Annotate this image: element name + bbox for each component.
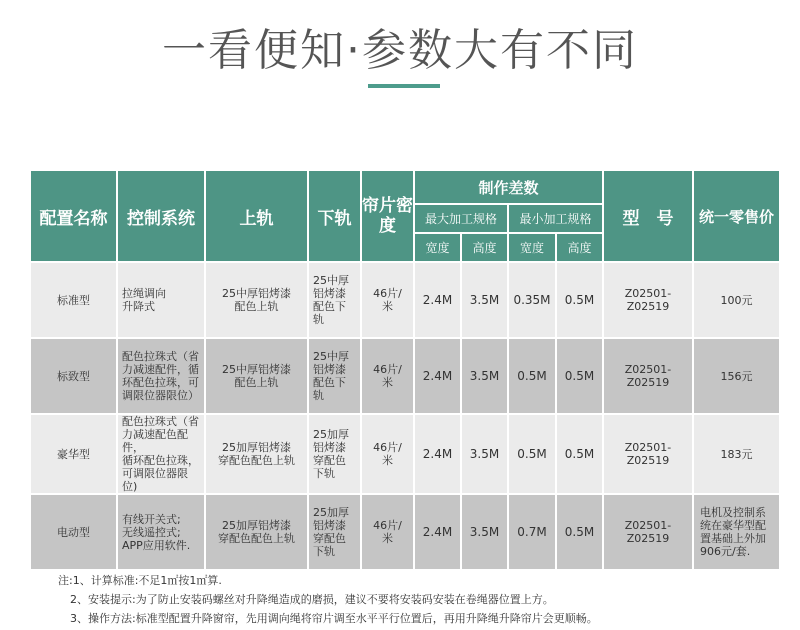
cell-density: 46片/ 米	[362, 263, 413, 337]
header-control-system: 控制系统	[118, 171, 204, 261]
note-1: 注:1、计算标准:不足1㎡按1㎡算.	[58, 574, 222, 587]
table-row	[31, 495, 779, 569]
title-underline	[368, 84, 440, 88]
spec-table	[29, 169, 781, 571]
cell-price: 电机及控制系 统在豪华型配 置基础上外加 906元/套.	[694, 495, 779, 569]
cell-price: 183元	[694, 415, 779, 493]
cell-max-height: 3.5M	[462, 339, 507, 413]
cell-model: Z02501-Z02519	[604, 339, 692, 413]
cell-config-name: 电动型	[31, 495, 116, 569]
cell-config-name: 标致型	[31, 339, 116, 413]
table-row	[31, 415, 779, 493]
cell-max-width: 2.4M	[415, 263, 460, 337]
table-row	[31, 263, 779, 337]
cell-top-rail: 25加厚铝烤漆 穿配色配色上轨	[206, 415, 307, 493]
cell-top-rail: 25加厚铝烤漆 穿配色配色上轨	[206, 495, 307, 569]
header-min-spec: 最小加工规格	[509, 205, 602, 232]
cell-bottom-rail: 25加厚 铝烤漆 穿配色 下轨	[309, 415, 360, 493]
header-bottom-rail: 下轨	[309, 171, 360, 261]
cell-control-system: 配色拉珠式（省 力减速配色配件， 循环配色拉珠， 可调限位器限位)	[118, 415, 204, 493]
cell-min-width: 0.5M	[509, 339, 555, 413]
cell-model: Z02501-Z02519	[604, 263, 692, 337]
header-top-rail: 上轨	[206, 171, 307, 261]
cell-max-width: 2.4M	[415, 495, 460, 569]
cell-bottom-rail: 25中厚 铝烤漆 配色下 轨	[309, 339, 360, 413]
cell-min-height: 0.5M	[557, 263, 602, 337]
header-max-spec: 最大加工规格	[415, 205, 507, 232]
header-config-name: 配置名称	[31, 171, 116, 261]
table-body	[31, 263, 779, 569]
cell-top-rail: 25中厚铝烤漆 配色上轨	[206, 263, 307, 337]
note-3: 3、操作方法:标准型配置升降窗帘，先用调向绳将帘片调至水平平行位置后，再用升降绳升降帘片会更顺畅。	[70, 612, 598, 625]
page-title: 一看便知·参数大有不同	[162, 25, 638, 76]
cell-model: Z02501-Z02519	[604, 495, 692, 569]
cell-price: 100元	[694, 263, 779, 337]
cell-min-width: 0.5M	[509, 415, 555, 493]
cell-density: 46片/ 米	[362, 495, 413, 569]
header-slat-density: 帘片密度	[362, 171, 413, 261]
cell-min-height: 0.5M	[557, 415, 602, 493]
header-min-width: 宽度	[509, 234, 555, 261]
notes	[58, 571, 598, 628]
header-max-height: 高度	[462, 234, 507, 261]
cell-bottom-rail: 25加厚 铝烤漆 穿配色 下轨	[309, 495, 360, 569]
cell-min-height: 0.5M	[557, 339, 602, 413]
cell-model: Z02501-Z02519	[604, 415, 692, 493]
cell-bottom-rail: 25中厚 铝烤漆 配色下 轨	[309, 263, 360, 337]
note-2: 2、安装提示:为了防止安装码螺丝对升降绳造成的磨损，建议不要将安装码安装在卷绳器位置上方。	[70, 593, 554, 606]
cell-density: 46片/ 米	[362, 415, 413, 493]
header-price: 统一零售价	[694, 171, 779, 261]
table-row	[31, 339, 779, 413]
cell-min-height: 0.5M	[557, 495, 602, 569]
cell-control-system: 配色拉珠式（省 力减速配件，循 环配色拉珠，可 调限位器限位）	[118, 339, 204, 413]
header-model: 型 号	[604, 171, 692, 261]
header-min-height: 高度	[557, 234, 602, 261]
cell-density: 46片/ 米	[362, 339, 413, 413]
cell-control-system: 有线开关式; 无线遥控式; APP应用软件.	[118, 495, 204, 569]
cell-min-width: 0.7M	[509, 495, 555, 569]
cell-max-width: 2.4M	[415, 339, 460, 413]
cell-max-height: 3.5M	[462, 263, 507, 337]
cell-price: 156元	[694, 339, 779, 413]
cell-config-name: 豪华型	[31, 415, 116, 493]
cell-max-height: 3.5M	[462, 495, 507, 569]
cell-top-rail: 25中厚铝烤漆 配色上轨	[206, 339, 307, 413]
cell-max-height: 3.5M	[462, 415, 507, 493]
header-max-width: 宽度	[415, 234, 460, 261]
header-tolerance: 制作差数	[415, 171, 602, 203]
cell-min-width: 0.35M	[509, 263, 555, 337]
cell-config-name: 标准型	[31, 263, 116, 337]
cell-control-system: 拉绳调向 升降式	[118, 263, 204, 337]
cell-max-width: 2.4M	[415, 415, 460, 493]
